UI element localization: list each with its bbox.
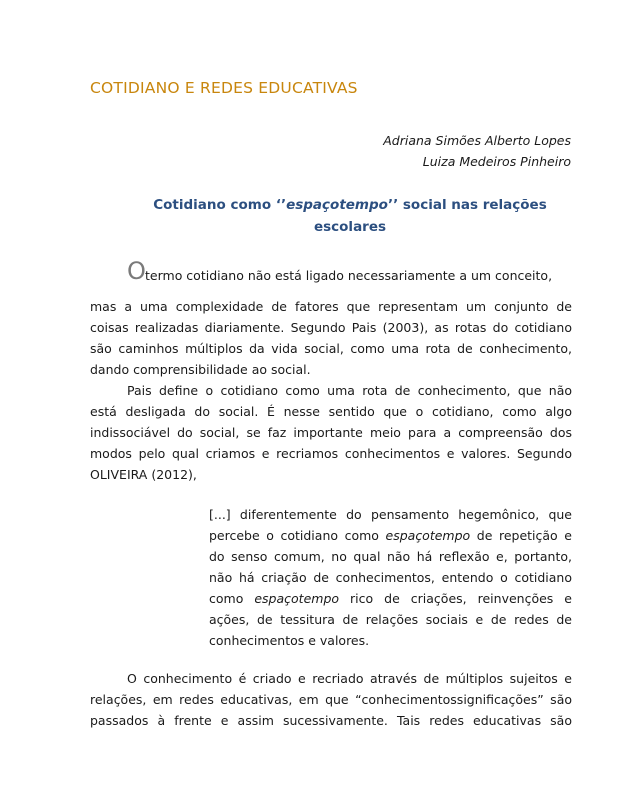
paragraph-line: está desligada do social. É nesse sentido que o cotidiano, como algo	[90, 404, 572, 419]
quote-line: [...] diferentemente do pensamento hegemônico, que	[209, 507, 572, 522]
article-title	[100, 194, 600, 238]
quote-line: percebe o cotidiano como espaçotempo de repetição e	[209, 528, 572, 543]
paragraph-line: OLIVEIRA (2012),	[90, 467, 197, 482]
drop-cap: O	[127, 257, 146, 285]
paragraph-line: dando comprensibilidade ao social.	[90, 362, 311, 377]
paragraph-line: mas a uma complexidade de fatores que representam um conjunto de	[90, 299, 572, 314]
paragraph-line: são caminhos múltiplos da vida social, como uma rota de conhecimento,	[90, 341, 572, 356]
quote-italic: espaçotempo	[254, 591, 340, 606]
article-title-line-1: Cotidiano como ‘’espaçotempo’’ social nas relações	[153, 197, 547, 213]
quote-italic: espaçotempo	[385, 528, 471, 543]
paragraph-line: passados à frente e assim sucessivamente. Tais redes educativas são	[90, 713, 572, 728]
author-name: Luiza Medeiros Pinheiro	[422, 154, 571, 169]
quote-line: do senso comum, no qual não há reflexão e, portanto,	[209, 549, 572, 564]
quote-line: ações, de tessitura de relações sociais e de redes de	[209, 612, 572, 627]
paragraph-line: indissociável do social, se faz importante meio para a compreensão dos	[90, 425, 572, 440]
author-name: Adriana Simões Alberto Lopes	[383, 133, 571, 148]
paragraph-line: relações, em redes educativas, em que “conhecimentossignificações” são	[90, 692, 572, 707]
paragraph-line: termo cotidiano não está ligado necessariamente a um conceito,	[145, 268, 553, 283]
quote-line: como espaçotempo rico de criações, reinvenções e	[209, 591, 573, 606]
paragraph-line: O conhecimento é criado e recriado através de múltiplos sujeitos e	[127, 671, 572, 686]
paragraph-line: coisas realizadas diariamente. Segundo Pais (2003), as rotas do cotidiano	[90, 320, 572, 335]
quote-line: não há criação de conhecimentos, entendo o cotidiano	[209, 570, 572, 585]
paragraph-line: modos pelo qual criamos e recriamos conhecimentos e valores. Segundo	[90, 446, 572, 461]
section-title: COTIDIANO E REDES EDUCATIVAS	[90, 79, 358, 97]
quote-line: conhecimentos e valores.	[209, 633, 370, 648]
paragraph-line: Pais define o cotidiano como uma rota de conhecimento, que não	[127, 383, 572, 398]
article-title-line-2: escolares	[313, 219, 387, 235]
article-title-italic: espaçotempo	[286, 197, 388, 213]
authors-block	[383, 130, 571, 172]
